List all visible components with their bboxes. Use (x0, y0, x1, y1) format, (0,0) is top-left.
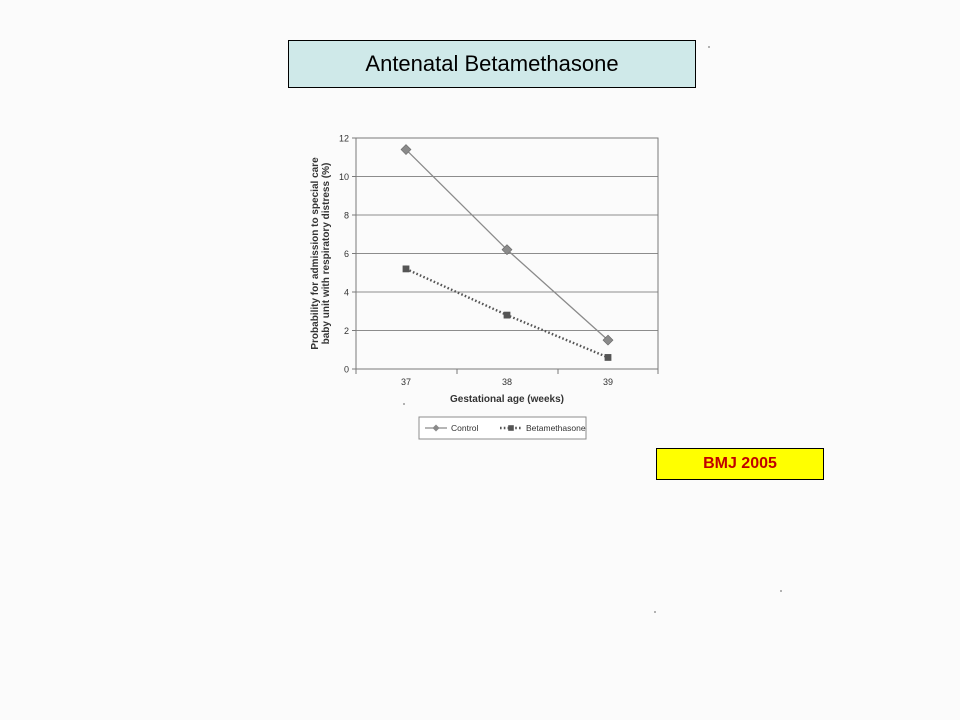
y-tick-label: 6 (343, 249, 349, 259)
scan-speck (708, 46, 710, 48)
x-axis-label: Gestational age (weeks) (450, 394, 564, 405)
legend-marker-betamethasone (508, 425, 514, 431)
data-point-betamethasone (403, 266, 410, 273)
x-tick-label: 38 (501, 377, 513, 387)
data-point-betamethasone (504, 312, 511, 319)
legend-label-control: Control (451, 423, 479, 434)
scan-speck (780, 590, 782, 592)
y-tick-label: 4 (343, 287, 349, 298)
gridlines (356, 138, 658, 331)
y-axis-label-line-1: Probability for admission to special care (310, 157, 321, 350)
legend-label-betamethasone: Betamethasone (526, 423, 586, 434)
line-chart (300, 124, 680, 454)
y-tick-label: 0 (343, 364, 349, 375)
x-tick-label: 39 (602, 377, 614, 387)
y-tick-label: 10 (338, 172, 349, 182)
source-label: BMJ 2005 (656, 448, 824, 480)
y-tick-labels (339, 134, 349, 375)
scan-speck (654, 611, 656, 613)
slide-title: Antenatal Betamethasone (288, 40, 696, 88)
y-axis-label-line-2: baby unit with respiratory distress (%) (321, 162, 332, 345)
axes (352, 138, 658, 374)
x-tick-labels (401, 377, 613, 387)
x-tick-label: 37 (400, 377, 412, 387)
y-tick-label: 8 (343, 210, 349, 221)
y-tick-label: 12 (338, 133, 349, 144)
legend (419, 417, 586, 439)
y-tick-label: 2 (343, 326, 349, 336)
scan-speck (403, 403, 405, 405)
data-point-betamethasone (605, 354, 612, 361)
